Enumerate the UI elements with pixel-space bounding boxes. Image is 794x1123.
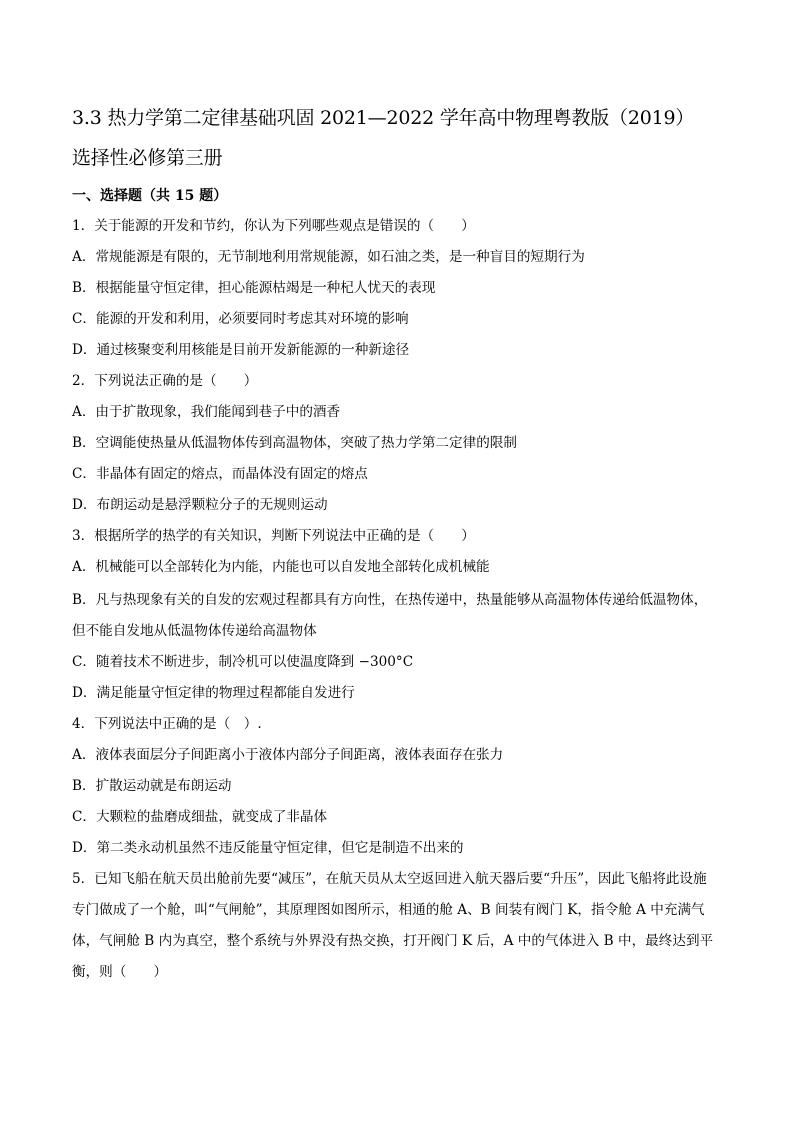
question-2-option-d: D．布朗运动是悬浮颗粒分子的无规则运动 <box>72 497 328 513</box>
question-1-stem: 1．关于能源的开发和节约，你认为下列哪些观点是错误的（ ） <box>72 218 475 234</box>
question-2-option-b: B．空调能使热量从低温物体传到高温物体，突破了热力学第二定律的限制 <box>72 435 517 451</box>
question-5-stem-line-4: 衡，则（ ） <box>72 964 168 980</box>
question-3-option-b-continued: 但不能自发地从低温物体传递给高温物体 <box>72 623 317 639</box>
question-3-option-d: D．满足能量守恒定律的物理过程都能自发进行 <box>72 685 355 701</box>
question-5-stem-line-2: 专门做成了一个舱，叫“气闸舱”，其原理图如图所示，相通的舱 A、B 间装有阀门 K，指令舱 A 中充满气 <box>72 902 705 918</box>
document-title-line-2: 选择性必修第三册 <box>72 147 223 169</box>
question-4-stem: 4．下列说法中正确的是（ ）. <box>72 716 262 732</box>
question-3-stem: 3．根据所学的热学的有关知识，判断下列说法中正确的是（ ） <box>72 528 475 544</box>
question-4-option-c: C．大颗粒的盐磨成细盐，就变成了非晶体 <box>72 809 328 825</box>
question-1-option-b: B．根据能量守恒定律，担心能源枯竭是一种杞人忧天的表现 <box>72 280 436 296</box>
question-3-option-b: B．凡与热现象有关的自发的宏观过程都具有方向性，在热传递中，热量能够从高温物体传递给低温物体， <box>72 592 708 608</box>
question-4-option-b: B．扩散运动就是布朗运动 <box>72 778 232 794</box>
question-5-stem-line-3: 体，气闸舱 B 内为真空，整个系统与外界没有热交换，打开阀门 K 后，A 中的气体进入 B 中，最终达到平 <box>72 933 714 949</box>
question-2-option-a: A．由于扩散现象，我们能闻到巷子中的酒香 <box>72 404 341 420</box>
document-title-line-1: 3.3 热力学第二定律基础巩固 2021—2022 学年高中物理粤教版（2019） <box>72 107 695 129</box>
question-5-stem-line-1: 5．已知飞船在航天员出舱前先要“减压”，在航天员从太空返回进入航天器后要“升压”，因此飞船将此设施 <box>72 871 707 887</box>
question-1-option-d: D．通过核聚变利用核能是目前开发新能源的一种新途径 <box>72 342 410 358</box>
question-1-option-c: C．能源的开发和利用，必须要同时考虑其对环境的影响 <box>72 311 409 327</box>
question-4-option-a: A．液体表面层分子间距离小于液体内部分子间距离，液体表面存在张力 <box>72 747 504 763</box>
question-3-option-a: A．机械能可以全部转化为内能，内能也可以自发地全部转化成机械能 <box>72 559 490 575</box>
question-2-stem: 2．下列说法正确的是（ ） <box>72 373 258 389</box>
question-3-option-c: C．随着技术不断进步，制冷机可以使温度降到 −300°C <box>72 654 414 670</box>
section-heading: 一、选择题（共 15 题） <box>72 188 228 204</box>
question-1-option-a: A．常规能源是有限的，无节制地利用常规能源，如石油之类，是一种盲目的短期行为 <box>72 249 585 265</box>
question-4-option-d: D．第二类永动机虽然不违反能量守恒定律，但它是制造不出来的 <box>72 840 464 856</box>
question-2-option-c: C．非晶体有固定的熔点，而晶体没有固定的熔点 <box>72 466 368 482</box>
